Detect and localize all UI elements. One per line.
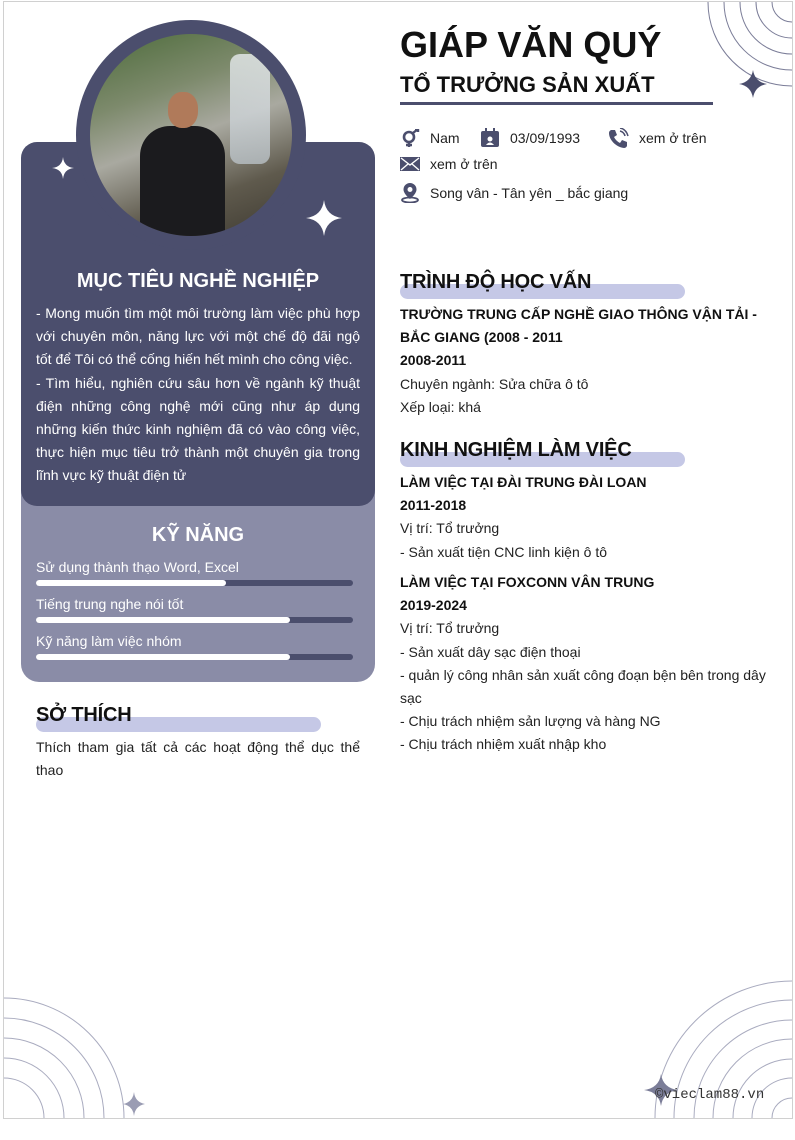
- job-line: - Sản xuất dây sạc điện thoại: [400, 643, 581, 660]
- contact-email: [400, 156, 498, 172]
- skill-item: [36, 632, 353, 660]
- education-title: TRÌNH ĐỘ HỌC VẤN: [400, 271, 592, 293]
- contact-birthday: [480, 128, 580, 148]
- education-period: 2008-2011: [400, 352, 467, 369]
- education-block: [400, 303, 770, 419]
- skills-title: KỸ NĂNG: [151, 524, 245, 546]
- birthday-value: 03/09/1993: [510, 130, 581, 146]
- contact-phone: [607, 128, 707, 148]
- education-rank: Xếp loại: khá: [400, 398, 481, 415]
- contact-gender: [400, 129, 460, 147]
- job-period: 2019-2024: [400, 597, 467, 614]
- job-line: Vị trí: Tổ trưởng: [400, 620, 500, 637]
- hobbies-text: Thích tham gia tất cả các hoạt động thể dục thể thao: [36, 739, 360, 779]
- email-value: xem ở trên: [430, 156, 498, 172]
- contact-address: [400, 183, 628, 203]
- skill-bar: [36, 617, 353, 623]
- job-line: - Chịu trách nhiệm sản lượng và hàng NG: [400, 713, 661, 730]
- school-name: TRƯỜNG TRUNG CẤP NGHỀ GIAO THÔNG VẬN TẢI - BẮC GIANG (2008 - 2011: [400, 306, 757, 346]
- job-line: - Chịu trách nhiệm xuất nhập kho: [400, 736, 607, 753]
- skill-bar-fill: [36, 617, 290, 623]
- job-entry: [400, 471, 770, 564]
- profile-photo: [90, 34, 292, 236]
- education-heading: [400, 271, 591, 294]
- experience-heading: [400, 439, 632, 462]
- skill-bar: [36, 654, 353, 660]
- hobbies-title: SỞ THÍCH: [36, 704, 132, 726]
- education-major: Chuyên ngành: Sửa chữa ô tô: [400, 375, 589, 392]
- job-company: LÀM VIỆC TẠI ĐÀI TRUNG ĐÀI LOAN: [400, 474, 647, 490]
- job-company: LÀM VIỆC TẠI FOXCONN VÂN TRUNG: [400, 574, 655, 590]
- objective-title: MỤC TIÊU NGHỀ NGHIỆP: [76, 270, 320, 292]
- gender-value: Nam: [430, 130, 460, 146]
- skill-label: Kỹ năng làm việc nhóm: [36, 633, 182, 649]
- candidate-name: GIÁP VĂN QUÝ: [400, 24, 662, 65]
- skill-bar: [36, 580, 353, 586]
- skill-item: [36, 595, 353, 623]
- sparkle-icon: [123, 1092, 145, 1116]
- job-line: - quản lý công nhân sản xuất công đoạn bện bên trong dây sạc: [400, 666, 766, 707]
- skill-bar-fill: [36, 654, 290, 660]
- location-pin-icon: [400, 183, 420, 203]
- email-icon: [400, 156, 420, 172]
- sparkle-icon: [52, 157, 74, 179]
- job-line: Vị trí: Tổ trưởng: [400, 520, 500, 537]
- skill-item: [36, 558, 353, 586]
- job-line: - Sản xuất tiện CNC linh kiện ô tô: [400, 543, 607, 560]
- candidate-role: TỔ TRƯỞNG SẢN XUẤT: [400, 72, 655, 97]
- hobbies-heading: [36, 704, 131, 727]
- phone-value: xem ở trên: [639, 130, 707, 146]
- phone-icon: [607, 128, 629, 148]
- photo-background: [230, 54, 270, 164]
- skill-label: Tiếng trung nghe nói tốt: [36, 596, 184, 612]
- divider: [400, 102, 713, 105]
- experience-title: KINH NGHIỆM LÀM VIỆC: [400, 439, 632, 461]
- job-period: 2011-2018: [400, 497, 467, 514]
- photo-person-head: [168, 92, 198, 128]
- gender-icon: [400, 129, 420, 147]
- photo-person: [140, 126, 225, 236]
- sparkle-icon: [306, 200, 342, 236]
- sparkle-icon: [739, 70, 767, 98]
- calendar-icon: [480, 128, 500, 148]
- address-value: Song vân - Tân yên _ bắc giang: [430, 185, 629, 201]
- job-entry: [400, 571, 770, 757]
- objective-text: - Mong muốn tìm một môi trường làm việc phù hợp với chuyên môn, năng lực với một chế độ đãi ngộ tốt để Tôi có thể cống hiến hết mình cho công việc. - Tìm hiểu, nghiên cứu sâu hơn về ngành kỹ thuật điện những công nghệ mới cũng như áp dụng những kiến thức kinh nghiệm đã có vào công việc, thực hiện mục tiêu trở thành một chuyên gia trong lĩnh vực kỹ thuật điện tử: [36, 305, 360, 484]
- skill-bar-fill: [36, 580, 226, 586]
- skill-label: Sử dụng thành thạo Word, Excel: [36, 559, 239, 575]
- watermark: ©vieclam88.vn: [655, 1087, 765, 1103]
